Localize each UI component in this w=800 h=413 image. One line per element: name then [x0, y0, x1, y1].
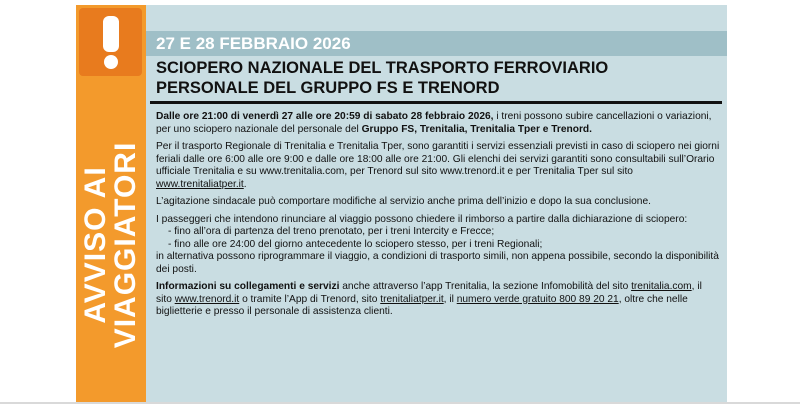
strike-date: 27 E 28 FEBBRAIO 2026	[156, 34, 351, 53]
timing-bold: Dalle ore 21:00 di venerdì 27 alle ore 20:59 di sabato 28 febbraio 2026,	[156, 111, 494, 122]
info-text-3: o tramite l’App di Trenord, sito	[239, 293, 381, 305]
paragraph-guaranteed-services	[156, 141, 720, 191]
notice-title	[156, 58, 716, 98]
services-text: Per il trasporto Regionale di Trenitalia e Trenitalia Tper, sono garantiti i servizi essenziali previsti in caso di sciopero nei giorni feriali dalle ore 6:00 alle ore 9:00 e dalle ore 18:00 alle ore 21:00. Gli elenchi dei servizi garantiti sono consultabili sull’Orario ufficiale Trenitalia e su www.trenitalia.com, per Trenord sul sito www.trenord.it e per Trenitalia Tper sul sito	[156, 141, 720, 177]
exclamation-icon	[96, 14, 126, 70]
title-divider	[150, 101, 722, 104]
title-line2: PERSONALE DEL GRUPPO FS E TRENORD	[156, 79, 500, 97]
toll-free-number[interactable]: numero verde gratuito 800 89 20 21	[456, 293, 619, 305]
refund-intro: I passeggeri che intendono rinunciare al viaggio possono chiedere il rimborso a partire dalla dichiarazione di sciopero:	[156, 213, 688, 225]
tper-site-link[interactable]: trenitaliatper.it	[380, 293, 444, 305]
side-banner	[76, 5, 146, 403]
refund-item-regional: - fino alle ore 24:00 del giorno antecedente lo sciopero stesso, per i treni Regionali;	[168, 238, 543, 250]
paragraph-info	[156, 281, 720, 319]
side-banner-text	[81, 142, 141, 349]
trenitalia-link[interactable]: trenitalia.com	[631, 281, 692, 292]
title-line1: SCIOPERO NAZIONALE DEL TRASPORTO FERROVIARIO	[156, 59, 609, 77]
services-end: .	[243, 178, 247, 190]
paragraph-variation: L’agitazione sindacale può comportare modifiche al servizio anche prima dell’inizio e dopo la sua conclusione.	[156, 196, 651, 207]
info-text-4: , il	[443, 293, 457, 305]
notice-body	[156, 111, 720, 324]
refund-item-intercity: - fino all’ora di partenza del treno prenotato, per i treni Intercity e Frecce;	[168, 226, 495, 237]
exclamation-box	[79, 8, 142, 76]
timing-text: i treni possono subire cancellazioni o variazioni, per uno sciopero nazionale del personale del	[156, 111, 712, 135]
info-text-5: , oltre che nelle biglietterie e presso il personale di assistenza clienti.	[156, 293, 688, 317]
paragraph-timing	[156, 111, 720, 136]
side-line1: AVVISO AI	[79, 166, 112, 324]
info-text-2: , il sito	[156, 281, 702, 305]
info-bold: Informazioni su collegamenti e servizi	[156, 281, 340, 292]
side-line2: VIAGGIATORI	[109, 141, 142, 349]
trenord-link[interactable]: www.trenord.it	[174, 293, 240, 305]
tper-link[interactable]: www.trenitaliatper.it	[156, 178, 244, 190]
refund-outro: in alternativa possono riprogrammare il viaggio, a condizioni di trasporto simili, non appena possibile, secondo la disponibilità dei posti.	[156, 251, 719, 275]
info-text-1: anche attraverso l’app Trenitalia, la sezione Infomobilità del sito	[339, 281, 632, 292]
companies-bold: Gruppo FS, Trenitalia, Trenitalia Tper e Trenord.	[361, 123, 592, 135]
bottom-divider	[0, 402, 800, 404]
